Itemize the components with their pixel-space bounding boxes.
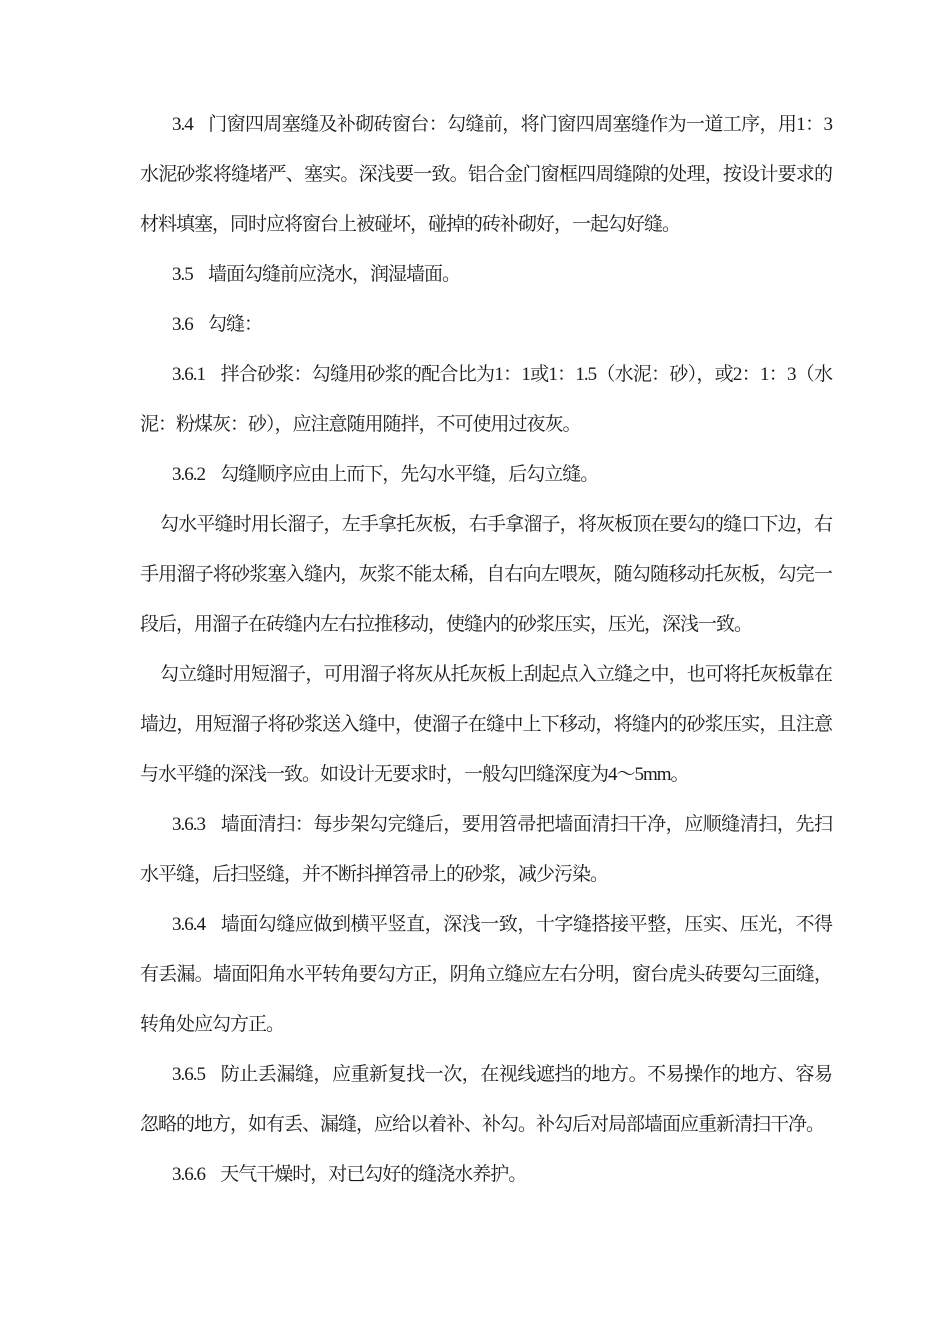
paragraph-text: 墙面清扫：每步架勾完缝后，要用笤帚把墙面清扫干净，应顺缝清扫，先扫水平缝，后扫竖缝，并不断抖掸笤帚上的砂浆，减少污染。 bbox=[140, 814, 832, 885]
document-body bbox=[140, 100, 832, 1200]
paragraph-3-6-1 bbox=[140, 350, 832, 450]
paragraph-3-6-6 bbox=[140, 1150, 832, 1200]
paragraph-vertical-jointing bbox=[140, 650, 832, 800]
paragraph-3-5 bbox=[140, 250, 832, 300]
paragraph-text: 天气干燥时，对已勾好的缝浇水养护。 bbox=[220, 1164, 527, 1185]
paragraph-text: 拌合砂浆：勾缝用砂浆的配合比为1：1或1：1.5（水泥：砂），或2：1：3（水泥：粉煤灰：砂），应注意随用随拌，不可使用过夜灰。 bbox=[140, 364, 832, 435]
paragraph-3-6-2 bbox=[140, 450, 832, 500]
paragraph-text: 勾缝顺序应由上而下，先勾水平缝，后勾立缝。 bbox=[220, 464, 599, 485]
paragraph-3-6-3 bbox=[140, 800, 832, 900]
paragraph-3-6-5 bbox=[140, 1050, 832, 1150]
section-number: 3.6 bbox=[172, 314, 193, 335]
paragraph-text: 门窗四周塞缝及补砌砖窗台：勾缝前，将门窗四周塞缝作为一道工序，用1：3水泥砂浆将缝堵严、塞实。深浅要一致。铝合金门窗框四周缝隙的处理，按设计要求的材料填塞，同时应将窗台上被碰坏，碰掉的砖补砌好，一起勾好缝。 bbox=[140, 114, 832, 235]
section-number: 3.6.6 bbox=[172, 1164, 205, 1185]
section-number: 3.6.4 bbox=[172, 914, 205, 935]
section-number: 3.4 bbox=[172, 114, 193, 135]
paragraph-horizontal-jointing bbox=[140, 500, 832, 650]
section-number: 3.6.3 bbox=[172, 814, 205, 835]
section-number: 3.6.5 bbox=[172, 1064, 205, 1085]
paragraph-text: 勾水平缝时用长溜子，左手拿托灰板，右手拿溜子，将灰板顶在要勾的缝口下边，右手用溜子将砂浆塞入缝内，灰浆不能太稀，自右向左喂灰，随勾随移动托灰板，勾完一段后，用溜子在砖缝内左右拉推移动，使缝内的砂浆压实，压光，深浅一致。 bbox=[140, 514, 832, 635]
paragraph-text: 墙面勾缝应做到横平竖直，深浅一致，十字缝搭接平整，压实、压光，不得有丢漏。墙面阳角水平转角要勾方正，阴角立缝应左右分明，窗台虎头砖要勾三面缝，转角处应勾方正。 bbox=[140, 914, 832, 1035]
paragraph-text: 防止丢漏缝，应重新复找一次，在视线遮挡的地方。不易操作的地方、容易忽略的地方，如有丢、漏缝，应给以着补、补勾。补勾后对局部墙面应重新清扫干净。 bbox=[140, 1064, 832, 1135]
section-number: 3.6.2 bbox=[172, 464, 205, 485]
paragraph-3-6-4 bbox=[140, 900, 832, 1050]
section-number: 3.6.1 bbox=[172, 364, 205, 385]
paragraph-3-6 bbox=[140, 300, 832, 350]
paragraph-3-4 bbox=[140, 100, 832, 250]
paragraph-text: 墙面勾缝前应浇水，润湿墙面。 bbox=[207, 264, 460, 285]
paragraph-text: 勾缝： bbox=[207, 314, 262, 335]
section-number: 3.5 bbox=[172, 264, 193, 285]
paragraph-text: 勾立缝时用短溜子，可用溜子将灰从托灰板上刮起点入立缝之中，也可将托灰板靠在墙边，用短溜子将砂浆送入缝中，使溜子在缝中上下移动，将缝内的砂浆压实，且注意与水平缝的深浅一致。如设计无要求时，一般勾凹缝深度为4～5mm。 bbox=[140, 664, 832, 785]
